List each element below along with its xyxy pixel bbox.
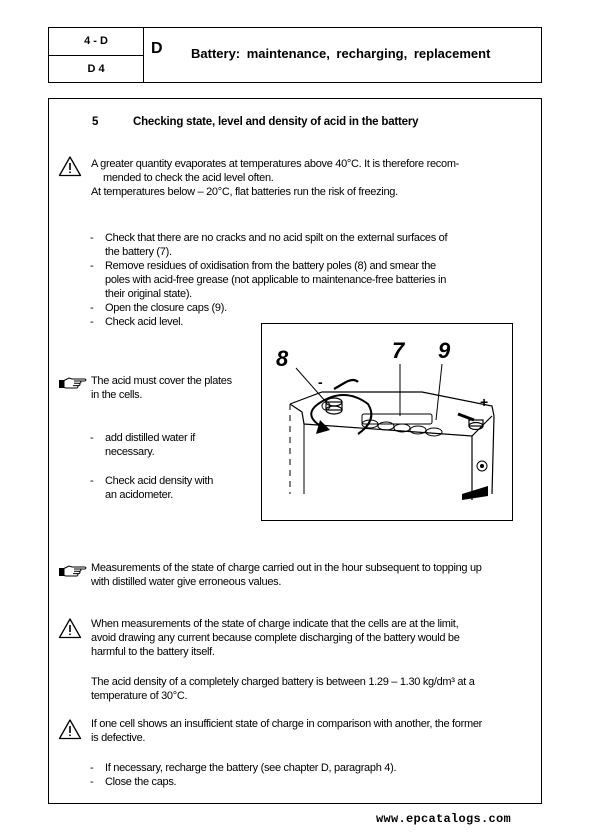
warning-1-line: mended to check the acid level often. <box>103 172 274 184</box>
density-line: The acid density of a completely charged battery is between 1.29 – 1.30 kg/dm³ at a <box>91 676 475 688</box>
section-code-cell <box>49 28 144 82</box>
page-header <box>48 27 542 83</box>
list-item: - Check that there are no cracks and no acid spilt on the external surfaces of the battery (7). <box>90 232 448 258</box>
list-item-line: Remove residues of oxidisation from the battery poles (8) and smear the <box>105 260 436 272</box>
list-item-line: poles with acid-free grease (not applicable to maintenance-free batteries in <box>105 274 447 286</box>
plus-sign: + <box>480 394 489 410</box>
note-1-line: The acid must cover the plates <box>91 375 232 387</box>
list-item-line: their original state). <box>105 288 192 300</box>
checks-list <box>90 231 530 329</box>
list-item: - If necessary, recharge the battery (see chapter D, paragraph 4). <box>90 762 397 774</box>
list-item-line: the battery (7). <box>105 246 172 258</box>
warning-3-text <box>91 717 482 745</box>
note-1-text <box>91 374 232 402</box>
list-item: - Check acid level. <box>90 316 184 328</box>
steps-list <box>90 431 195 459</box>
note-2-text <box>91 561 482 589</box>
density-text <box>91 675 475 703</box>
warning-1-line: A greater quantity evaporates at temperatures above 40°C. It is therefore recom- <box>91 158 460 170</box>
minus-sign: - <box>318 374 323 390</box>
list-item-line: necessary. <box>105 446 155 458</box>
section-title: Checking state, level and density of acid in the battery <box>133 116 419 128</box>
warning-2-line: harmful to the battery itself. <box>91 646 215 658</box>
warning-3-line: is defective. <box>91 732 146 744</box>
warning-3-line: If one cell shows an insufficient state of charge in comparison with another, the former <box>91 718 483 730</box>
steps-list <box>90 474 213 502</box>
section-number: 5 <box>92 116 99 128</box>
list-item-line: Close the caps. <box>105 776 177 788</box>
battery-illustration <box>262 324 512 520</box>
warning-1-line: At temperatures below – 20°C, flat batteries run the risk of freezing. <box>91 186 398 198</box>
list-item-line: Check acid level. <box>105 316 184 328</box>
warning-2-line: When measurements of the state of charge indicate that the cells are at the limit, <box>91 618 459 630</box>
footer-url[interactable]: www.epcatalogs.com <box>376 812 512 826</box>
list-item-line: Open the closure caps (9). <box>105 302 227 314</box>
callout-8: 8 <box>276 346 289 371</box>
list-item: - Check acid density with an acidometer. <box>90 475 214 501</box>
list-item-line: Check that there are no cracks and no acid spilt on the external surfaces of <box>105 232 448 244</box>
chapter-letter: D <box>151 40 163 57</box>
battery-figure <box>261 323 513 521</box>
note-1-line: in the cells. <box>91 389 143 401</box>
callout-9: 9 <box>438 338 451 363</box>
note-2-line: Measurements of the state of charge carried out in the hour subsequent to topping up <box>91 562 482 574</box>
list-item: - Open the closure caps (9). <box>90 302 227 314</box>
list-item-line: an acidometer. <box>105 489 173 501</box>
warning-2-text <box>91 617 460 659</box>
warning-triangle-icon <box>58 718 82 740</box>
warning-1-text <box>91 157 459 199</box>
list-item: - Remove residues of oxidisation from the battery poles (8) and smear the poles with acid-free grease (not applicable to maintenance-free batteries in their original state). <box>90 260 447 300</box>
list-item-line: If necessary, recharge the battery (see chapter D, paragraph 4). <box>105 762 397 774</box>
pointing-hand-icon <box>58 376 88 390</box>
final-steps-list <box>90 761 396 789</box>
density-line: temperature of 30°C. <box>91 690 188 702</box>
list-item-line: Check acid density with <box>105 475 214 487</box>
list-item: - add distilled water if necessary. <box>90 432 196 458</box>
warning-triangle-icon <box>58 155 82 177</box>
list-item: - Close the caps. <box>90 776 177 788</box>
list-item-line: add distilled water if <box>105 432 196 444</box>
section-code-bottom: D 4 <box>87 63 105 75</box>
pointing-hand-icon <box>58 564 88 578</box>
note-2-line: with distilled water give erroneous values. <box>91 576 282 588</box>
page-title: Battery: maintenance, recharging, replacement <box>191 46 491 61</box>
warning-2-line: avoid drawing any current because complete discharging of the battery would be <box>91 632 460 644</box>
warning-triangle-icon <box>58 617 82 639</box>
callout-7: 7 <box>392 338 405 363</box>
section-code-top: 4 - D <box>49 28 143 56</box>
